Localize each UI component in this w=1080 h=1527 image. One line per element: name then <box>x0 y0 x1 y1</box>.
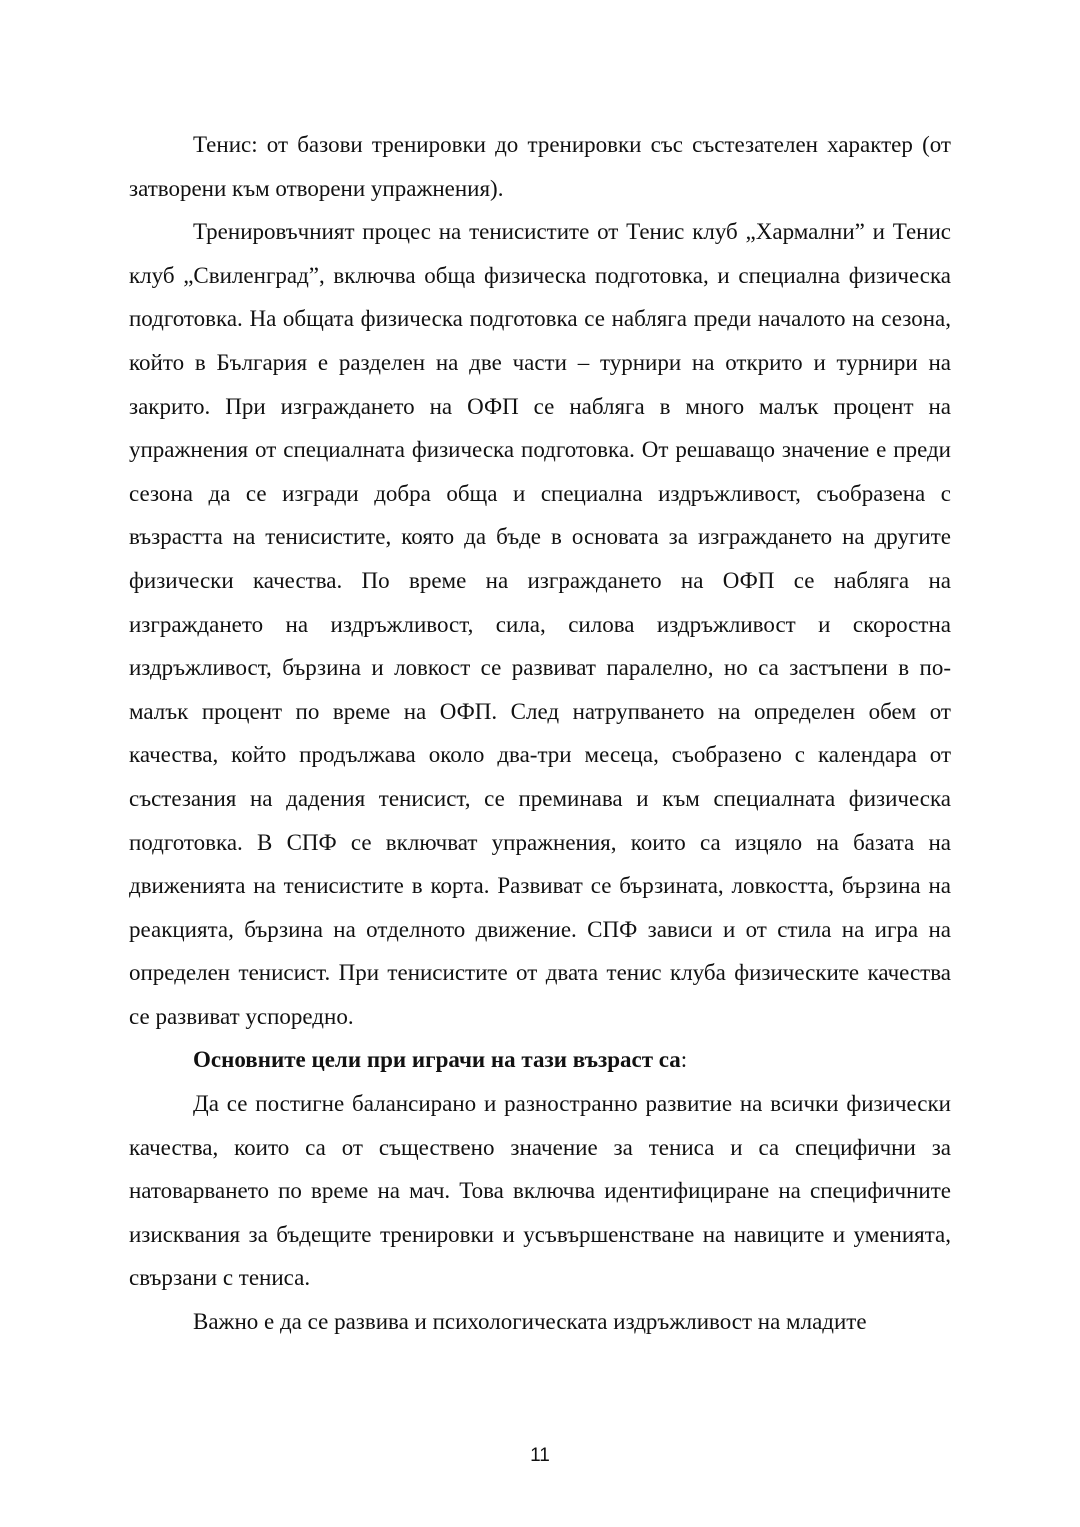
paragraph-training-process: Тренировъчният процес на тенисистите от Тенис клуб „Хармални” и Тенис клуб „Свиленград”, включва обща физическа подготовка, и специална физическа подготовка. На общата физическа подготовка се набляга преди началото на сезона, който в България е разделен на две части – турнири на открито и турнири на закрито. При изграждането на ОФП се набляга в много малък процент на упражнения от специалната физическа подготовка. От решаващо значение е преди сезона да се изгради добра обща и специална издръжливост, съобразена с възрастта на тенисистите, която да бъде в основата за изграждането на другите физически качества. По време на изграждането на ОФП се набляга на изграждането на издръжливост, сила, силова издръжливост и скоростна издръжливост, бързина и ловкост се развиват паралелно, но са застъпени в по-малък процент по време на ОФП. След натрупването на определен обем от качества, който продължава около два-три месеца, съобразено с календара от състезания на дадения тенисист, се преминава и към специалната физическа подготовка. В СПФ се включват упражнения, които са изцяло на базата на движенията на тенисистите в корта. Развиват се бързината, ловкостта, бързина на реакцията, бързина на отделното движение. СПФ зависи и от стила на игра на определен тенисист. При тенисистите от двата тенис клуба физическите качества се развиват успоредно. <box>129 219 951 1029</box>
section-heading <box>129 1038 951 1082</box>
paragraph-tennis-intro: Тенис: от базови тренировки до тренировки със състезателен характер (от затворени към отворени упражнения). <box>129 132 951 201</box>
heading-colon: : <box>680 1047 688 1073</box>
paragraph-psychological-endurance: Важно е да се развива и психологическата издръжливост на младите <box>193 1309 867 1335</box>
paragraph-main-goals: Да се постигне балансирано и разностранно развитие на всички физически качества, които са от съществено значение за тениса и са специфични за натоварването по време на мач. Това включва идентифициране на специфичните изисквания за бъдещите тренировки и усъвършенстване на навиците и уменията, свързани с тениса. <box>129 1091 951 1291</box>
document-body <box>129 123 951 1344</box>
page-number: 11 <box>530 1445 550 1466</box>
heading-bold-text: Основните цели при играчи на тази възраст са <box>193 1047 681 1073</box>
